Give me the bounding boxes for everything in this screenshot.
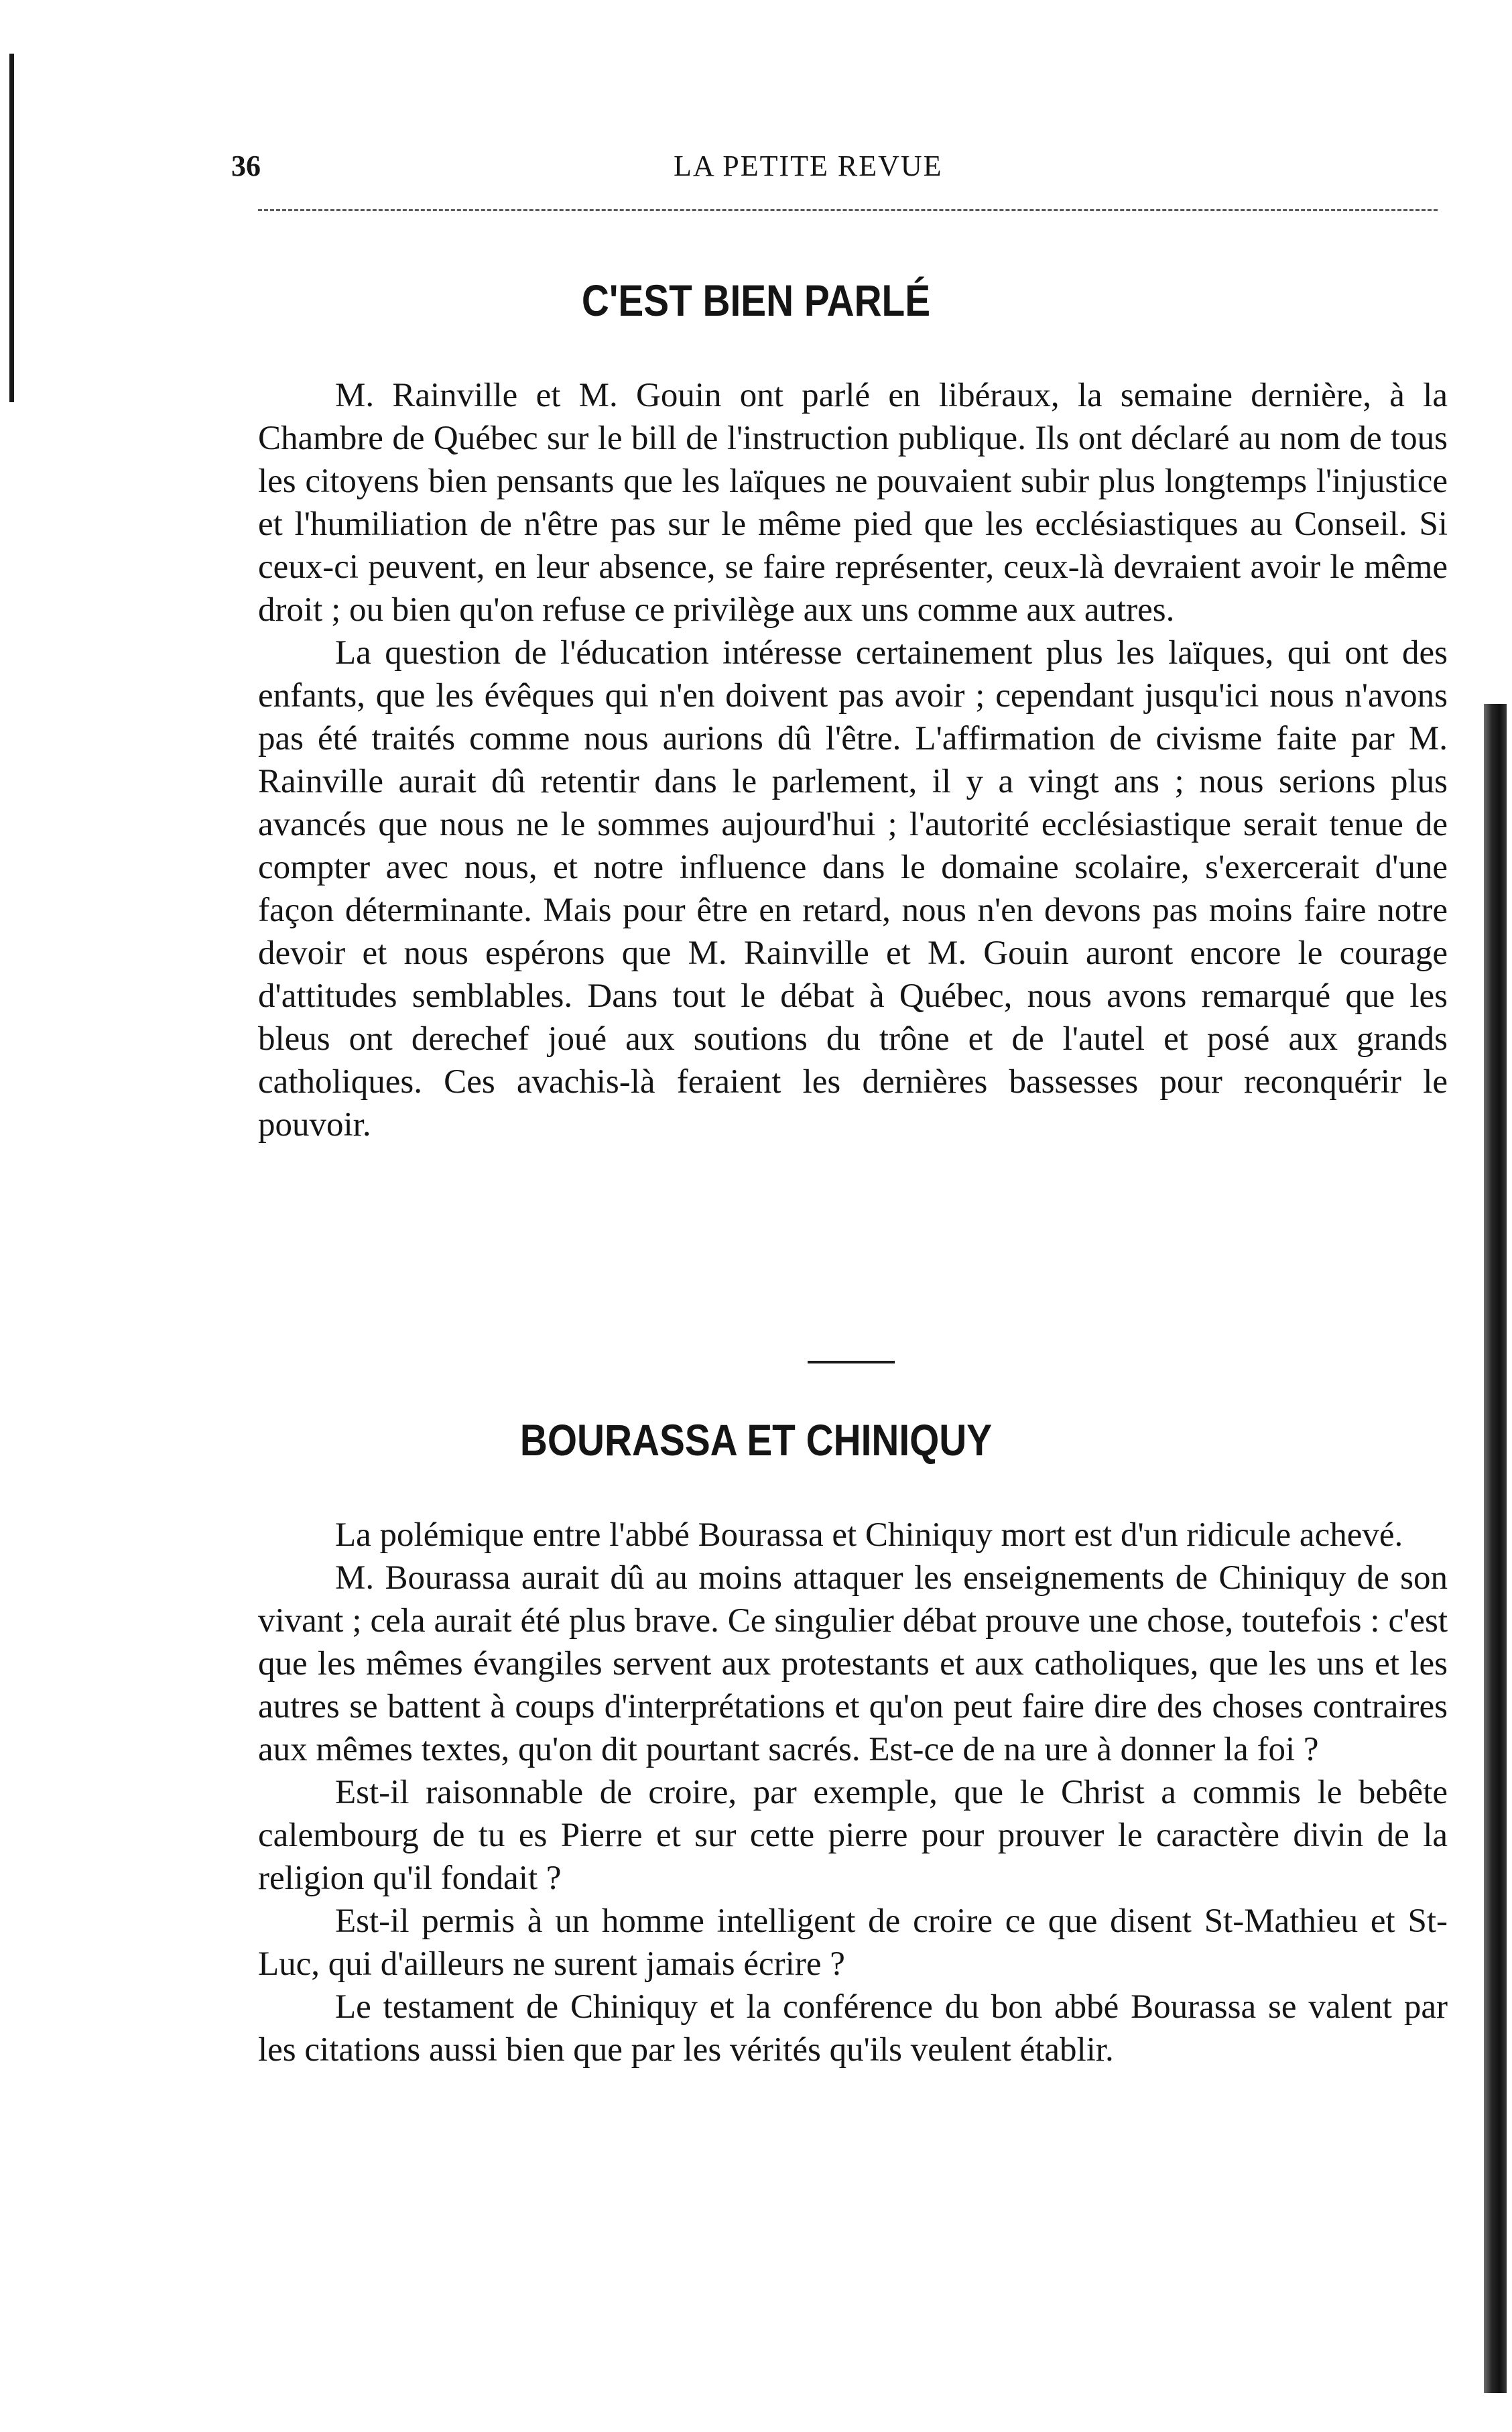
section-divider: [808, 1361, 895, 1363]
article-body: [258, 1514, 1448, 2071]
paragraph: Le testament de Chiniquy et la conférence du bon abbé Bourassa se valent par les citations aussi bien que par les vérités qu'ils veulent établir.: [258, 1988, 1448, 2069]
paragraph: M. Rainville et M. Gouin ont parlé en libéraux, la semaine dernière, à la Chambre de Québec sur le bill de l'instruction publique. Ils ont déclaré au nom de tous les citoyens bien pensants que les laïques ne pouvaient subir plus longtemps l'injustice et l'humiliation de n'être pas sur le même pied que les ecclésiastiques au Conseil. Si ceux-ci peuvent, en leur absence, se faire représenter, ceux-là devraient avoir le même droit ; ou bien qu'on refuse ce privilège aux uns comme aux autres.: [258, 377, 1448, 629]
article-body: [258, 374, 1448, 1146]
article-title: BOURASSA ET CHINIQUY: [519, 1415, 993, 1465]
paragraph: Est-il permis à un homme intelligent de croire ce que disent St-Mathieu et St-Luc, qui d'ailleurs ne surent jamais écrire ?: [258, 1902, 1448, 1983]
scan-page-edge: [1484, 704, 1507, 2393]
running-title: LA PETITE REVUE: [674, 149, 943, 182]
article-title: C'EST BIEN PARLÉ: [581, 276, 931, 325]
header-rule: [258, 209, 1438, 211]
scan-margin-mark: [9, 54, 14, 402]
paragraph: M. Bourassa aurait dû au moins attaquer les enseignements de Chiniquy de son vivant ; cela aurait été plus brave. Ce singulier débat prouve une chose, toutefois : c'est que les mêmes évangiles servent aux protestants et aux catholiques, que les uns et les autres se battent à coups d'interprétations et qu'on peut faire dire des choses contraires aux mêmes textes, qu'on dit pourtant sacrés. Est-ce de na ure à donner la foi ?: [258, 1559, 1448, 1768]
paragraph: La question de l'éducation intéresse certainement plus les laïques, qui ont des enfants, que les évêques qui n'en doivent pas avoir ; cependant jusqu'ici nous n'avons pas été traités comme nous aurions dû l'être. L'affirmation de civisme faite par M. Rainville aurait dû retentir dans le parlement, il y a vingt ans ; nous serions plus avancés que nous ne le sommes aujourd'hui ; l'autorité ecclésiastique serait tenue de compter avec nous, et notre influence dans le domaine scolaire, s'exercerait d'une façon déterminante. Mais pour être en retard, nous n'en devons pas moins faire notre devoir et nous espérons que M. Rainville et M. Gouin auront encore le courage d'attitudes semblables. Dans tout le débat à Québec, nous avons remarqué que les bleus ont derechef joué aux soutions du trône et de l'autel et posé aux grands catholiques. Ces avachis-là feraient les dernières bassesses pour reconquérir le pouvoir.: [258, 634, 1448, 1144]
paragraph: La polémique entre l'abbé Bourassa et Chiniquy mort est d'un ridicule achevé.: [335, 1516, 1403, 1554]
paragraph: Est-il raisonnable de croire, par exemple, que le Christ a commis le bebête calembourg de tu es Pierre et sur cette pierre pour prouver le caractère divin de la religion qu'il fondait ?: [258, 1774, 1448, 1897]
page-number: 36: [231, 149, 261, 182]
